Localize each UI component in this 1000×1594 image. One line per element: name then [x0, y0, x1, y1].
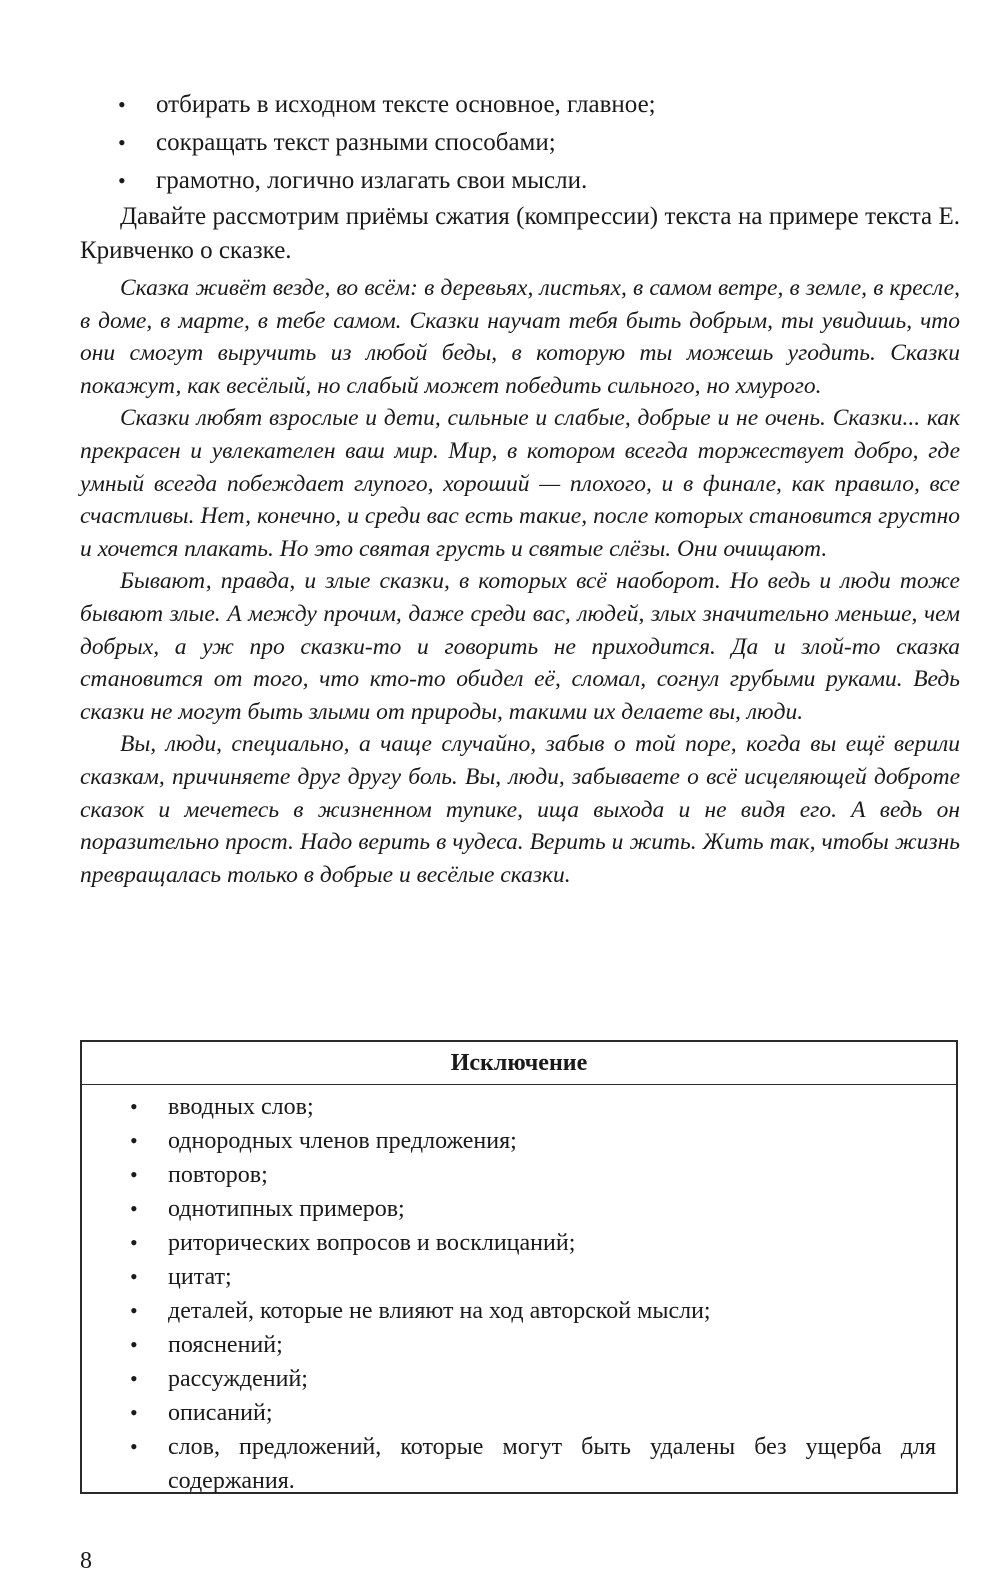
list-item: • грамотно, логично излагать свои мысли. — [110, 162, 970, 200]
bullet-icon: • — [130, 1332, 138, 1357]
box-title: Исключение — [82, 1042, 956, 1085]
bullet-icon: • — [118, 92, 126, 117]
tale-text — [80, 272, 960, 891]
bullet-icon: • — [130, 1128, 138, 1153]
bullet-icon: • — [118, 130, 126, 155]
list-item: • рассуждений; — [122, 1362, 936, 1396]
skills-list — [110, 86, 970, 200]
intro-paragraph: Давайте рассмотрим приёмы сжатия (компрессии) текста на примере текста Е. Кривченко о сказке. — [80, 203, 960, 264]
list-item: • повторов; — [122, 1158, 936, 1192]
list-item: • пояснений; — [122, 1328, 936, 1362]
tale-paragraph: Вы, люди, специально, а чаще случайно, забыв о той поре, когда вы ещё верили сказкам, причиняете друг другу боль. Вы, люди, забываете о всё исцеляющей доброте сказок и мечетесь в жизненном тупике, ища выхода и не видя его. А ведь он поразительно прост. Надо верить в чудеса. Верить и жить. Жить так, чтобы жизнь превращалась только в добрые и весёлые сказки. — [80, 731, 960, 888]
list-item: • описаний; — [122, 1396, 936, 1430]
tale-paragraph: Бывают, правда, и злые сказки, в которых всё наоборот. Но ведь и люди тоже бывают злые. А между прочим, даже среди вас, людей, злых значительно меньше, чем добрых, а уж про сказки-то и говорить не приходится. Да и злой-то сказка становится от того, что кто-то обидел её, сломал, согнул грубыми руками. Ведь сказки не могут быть злыми от природы, такими их делаете вы, люди. — [80, 568, 960, 725]
exclusion-box — [80, 1040, 958, 1494]
bullet-icon: • — [130, 1162, 138, 1187]
list-item: • риторических вопросов и восклицаний; — [122, 1226, 936, 1260]
bullet-icon: • — [130, 1400, 138, 1425]
bullet-icon: • — [130, 1094, 138, 1119]
page-number: 8 — [80, 1548, 92, 1574]
bullet-icon: • — [130, 1298, 138, 1323]
list-item: • цитат; — [122, 1260, 936, 1294]
exclusion-list — [82, 1085, 956, 1498]
list-item: • слов, предложений, которые могут быть удалены без ущерба для содержания. — [122, 1430, 936, 1498]
bullet-icon: • — [130, 1264, 138, 1289]
tale-paragraph: Сказки любят взрослые и дети, сильные и слабые, добрые и не очень. Сказки... как прекрасен и увлекателен ваш мир. Мир, в котором всегда торжествует добро, где умный всегда побеждает глупого, хороший — плохого, и в финале, как правило, все счастливы. Нет, конечно, и среди вас есть такие, после которых становится грустно и хочется плакать. Но это святая грусть и святые слёзы. Они очищают. — [80, 405, 960, 562]
tale-paragraph: Сказка живёт везде, во всём: в деревьях, листьях, в самом ветре, в земле, в кресле, в доме, в марте, в тебе самом. Сказки научат тебя быть добрым, ты увидишь, что они смогут выручить из любой беды, в которую ты можешь угодить. Сказки покажут, как весёлый, но слабый может победить сильного, но хмурого. — [80, 275, 960, 399]
list-item: • деталей, которые не влияют на ход авторской мысли; — [122, 1294, 936, 1328]
bullet-icon: • — [130, 1230, 138, 1255]
list-item: • вводных слов; — [122, 1090, 936, 1124]
list-item: • сокращать текст разными способами; — [110, 124, 970, 162]
bullet-icon: • — [118, 168, 126, 193]
list-item: • однородных членов предложения; — [122, 1124, 936, 1158]
bullet-icon: • — [130, 1434, 138, 1459]
list-item: • отбирать в исходном тексте основное, главное; — [110, 86, 970, 124]
list-item: • однотипных примеров; — [122, 1192, 936, 1226]
bullet-icon: • — [130, 1366, 138, 1391]
bullet-icon: • — [130, 1196, 138, 1221]
